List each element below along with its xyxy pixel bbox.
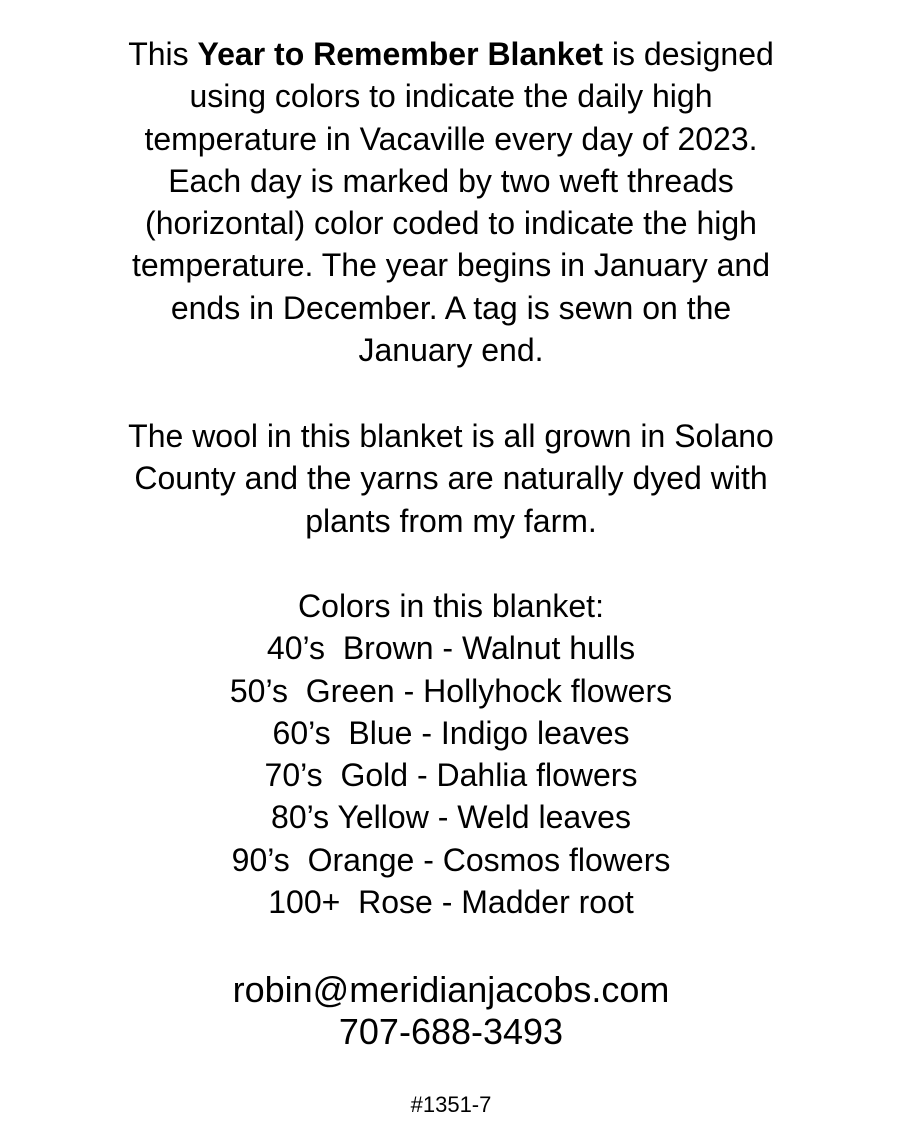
wool-line-1: The wool in this blanket is all grown in Solano bbox=[128, 418, 774, 454]
intro-line-8: January end. bbox=[358, 332, 544, 369]
wool-paragraph bbox=[0, 415, 902, 542]
color-legend bbox=[0, 585, 902, 923]
intro-line-1: This Year to Remember Blanket is designed bbox=[128, 36, 774, 72]
contact-phone: 707-688-3493 bbox=[338, 1011, 564, 1052]
color-legend-heading: Colors in this blanket: bbox=[298, 588, 604, 624]
color-item: 90’s Orange - Cosmos flowers bbox=[231, 841, 671, 878]
intro-line-2: using colors to indicate the daily high bbox=[189, 78, 713, 115]
contact-info bbox=[0, 969, 902, 1053]
intro-line-7: ends in December. A tag is sewn on the bbox=[170, 289, 732, 326]
blanket-name: Year to Remember Blanket bbox=[197, 36, 604, 72]
intro-line-5: (horizontal) color coded to indicate the high bbox=[145, 205, 757, 242]
color-item: 60’s Blue - Indigo leaves bbox=[272, 714, 630, 751]
color-item: 80’s Yellow - Weld leaves bbox=[271, 799, 631, 836]
contact-email: robin@meridianjacobs.com bbox=[232, 969, 670, 1010]
color-item: 40’s Brown - Walnut hulls bbox=[266, 630, 636, 667]
wool-line-2: County and the yarns are naturally dyed with bbox=[134, 460, 768, 497]
intro-line-3: temperature in Vacaville every day of 2023. bbox=[144, 120, 758, 157]
intro-line-6: temperature. The year begins in January and bbox=[131, 247, 770, 284]
intro-line-4: Each day is marked by two weft threads bbox=[168, 162, 734, 199]
color-item: 100+ Rose - Madder root bbox=[268, 884, 634, 921]
color-item: 70’s Gold - Dahlia flowers bbox=[264, 757, 638, 794]
color-item: 50’s Green - Hollyhock flowers bbox=[229, 672, 673, 709]
tag-number: #1351-7 bbox=[410, 1092, 492, 1117]
intro-paragraph bbox=[0, 33, 902, 371]
wool-line-3: plants from my farm. bbox=[305, 502, 597, 539]
